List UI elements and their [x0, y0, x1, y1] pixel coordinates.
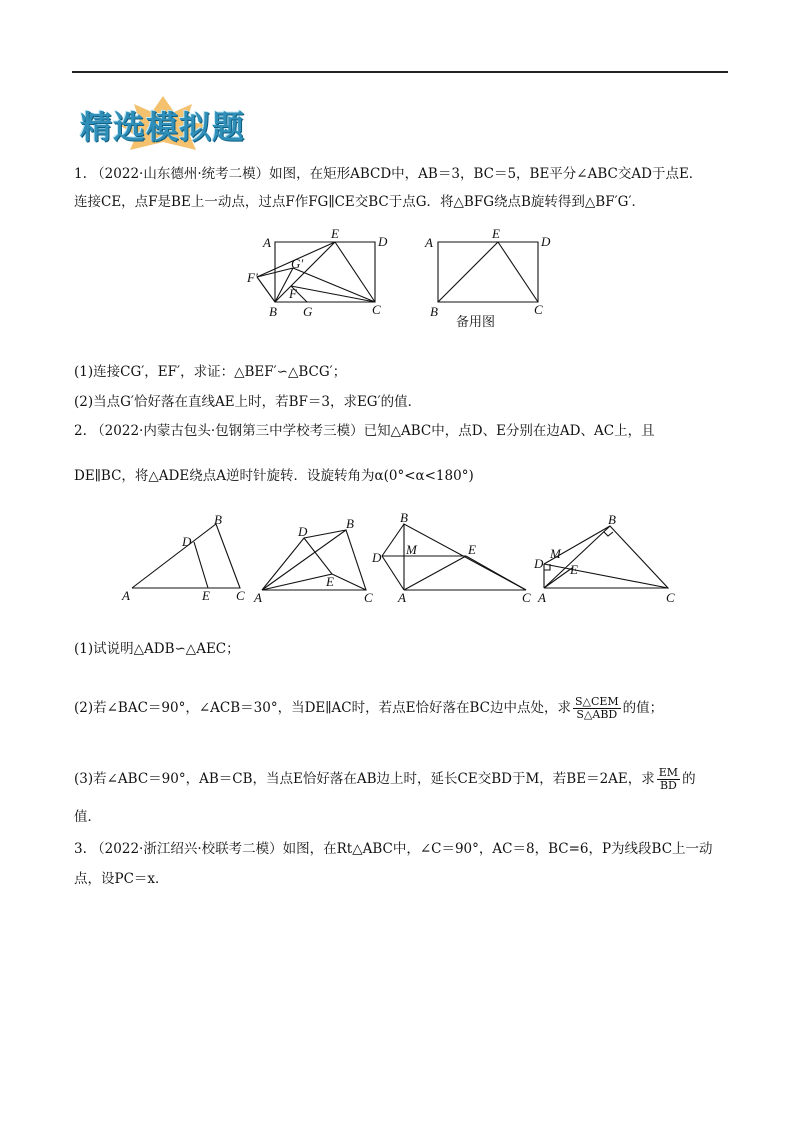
q2a-label-C: C	[236, 588, 245, 603]
q2-part3-numerator: EM	[658, 766, 679, 779]
q2d-label-E: E	[570, 562, 578, 577]
q2-part3-denominator: BD	[659, 779, 677, 792]
q1-spare-label-C: C	[534, 302, 543, 317]
q2d-label-D: D	[534, 556, 544, 571]
q2-part1: (1)试说明△ADB∽△AEC；	[74, 641, 240, 657]
q2-part2	[74, 696, 663, 721]
q3-line1: 3. （2022·浙江绍兴·校联考二模）如图，在Rt△ABC中，∠C＝90°，AC＝8，BC=6，P为线段BC上一动	[74, 841, 713, 857]
q1-line2: 连接CE，点F是BE上一动点，过点F作FG∥CE交BC于点G．将△BFG绕点B旋转得到△BF′G′．	[74, 194, 646, 210]
q2a-label-E: E	[202, 588, 210, 603]
q2d-label-A: A	[538, 590, 546, 605]
q2-part2-numerator: S△CEM	[574, 695, 619, 708]
q2b-label-B: B	[346, 516, 354, 531]
q1-part2: (2)当点G′恰好落在直线AE上时，若BF＝3，求EG′的值．	[74, 394, 422, 410]
q2-line2: DE∥BC，将△ADE绕点A逆时针旋转．设旋转角为α(0°<α<180°)	[74, 468, 474, 484]
q2c-label-E: E	[468, 542, 476, 557]
q1-label-F: F	[289, 286, 297, 301]
q2c-label-M: M	[406, 542, 417, 557]
q2b-label-C: C	[364, 590, 373, 605]
q1-label-C: C	[372, 302, 381, 317]
q2-part2-text: (2)若∠BAC＝90°，∠ACB＝30°，当DE∥AC时，若点E恰好落在BC边中点处，求	[74, 700, 571, 716]
q2-part2-fraction	[573, 696, 621, 721]
header-rule	[72, 71, 728, 73]
q2c-label-A: A	[398, 590, 406, 605]
q2c-label-C: C	[522, 590, 531, 605]
q1-spare-caption: 备用图	[456, 315, 496, 330]
q2-part3-end: 值．	[74, 809, 101, 825]
q1-line1: 1. （2022·山东德州·统考二模）如图，在矩形ABCD中，AB＝3，BC＝5，BE平分∠ABC交AD于点E．	[74, 166, 703, 182]
q1-spare-label-D: D	[541, 234, 551, 249]
q1-label-F-prime: F′	[247, 270, 258, 285]
q2b-label-E: E	[326, 574, 334, 589]
q2-part3-text: (3)若∠ABC＝90°，AB＝CB，当点E恰好落在AB边上时，延长CE交BD于M，若BE＝2AE，求	[74, 771, 655, 787]
q2-figure-c	[370, 510, 535, 605]
q2-figure-b	[252, 510, 382, 605]
q2-part2-tail: 的值；	[622, 700, 664, 716]
q1-label-E: E	[331, 226, 339, 241]
q1-label-G-prime: G′	[291, 256, 304, 271]
q2c-label-D: D	[372, 550, 382, 565]
q2-part3	[74, 767, 696, 792]
q2d-label-M: M	[550, 546, 561, 561]
q1-label-D: D	[378, 234, 388, 249]
q2-part2-denominator: S△ABD	[576, 708, 618, 721]
q2c-label-B: B	[400, 510, 408, 525]
q3-line2: 点，设PC＝x．	[74, 871, 169, 887]
q2d-label-C: C	[666, 590, 675, 605]
q2a-label-A: A	[122, 588, 130, 603]
q1-label-B: B	[269, 304, 277, 319]
q1-spare-label-B: B	[430, 304, 438, 319]
q2-figure-a	[118, 510, 253, 605]
q2b-label-D: D	[298, 524, 308, 539]
q2a-label-D: D	[182, 534, 192, 549]
q2-line1: 2. （2022·内蒙古包头·包钢第三中学校考三模）已知△ABC中，点D、E分别在边AD、AC上，且	[74, 423, 655, 439]
q2d-label-B: B	[608, 512, 616, 527]
q1-figure-spare	[420, 222, 560, 334]
q2-part3-fraction	[657, 767, 680, 792]
section-banner	[78, 94, 278, 154]
q2-figure-d	[532, 510, 682, 605]
q1-figure-main	[245, 222, 395, 322]
q1-label-A: A	[263, 235, 271, 250]
q1-spare-label-A: A	[425, 235, 433, 250]
q2b-label-A: A	[254, 590, 262, 605]
q1-part1: (1)连接CG′，EF′，求证：△BEF′∽△BCG′；	[74, 364, 347, 380]
q1-label-G: G	[303, 304, 313, 319]
q2a-label-B: B	[214, 512, 222, 527]
q1-spare-label-E: E	[492, 226, 500, 241]
q2-part3-tail: 的	[682, 771, 696, 787]
banner-title: 精选模拟题	[80, 108, 246, 146]
